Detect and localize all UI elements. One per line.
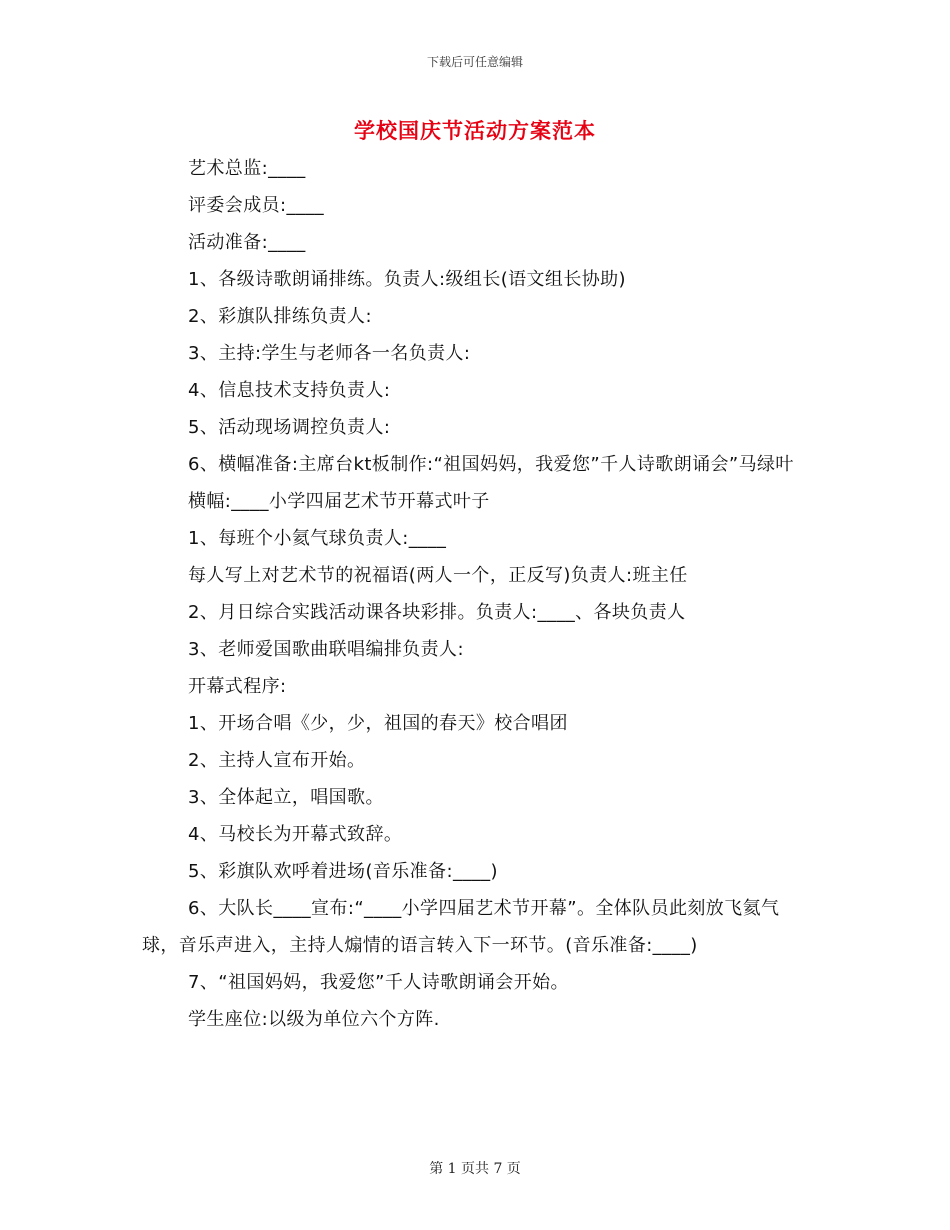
paragraph: 6、横幅准备:主席台kt板制作:“祖国妈妈，我爱您”千人诗歌朗诵会”马绿叶 [188,454,794,475]
paragraph: 3、主持:学生与老师各一名负责人: [188,343,471,364]
paragraph: 2、主持人宣布开始。 [188,750,366,771]
paragraph: 4、马校长为开幕式致辞。 [188,824,403,845]
paragraph: 开幕式程序: [188,676,287,697]
document-body [142,150,802,1038]
paragraph: 5、活动现场调控负责人: [188,417,391,438]
paragraph: 6、大队长____宣布:“____小学四届艺术节开幕”。全体队员此刻放飞氦气球，音乐声进入，主持人煽情的语言转入下一环节。(音乐准备:____) [142,898,780,956]
paragraph: 3、老师爱国歌曲联唱编排负责人: [188,639,464,660]
paragraph: 1、各级诗歌朗诵排练。负责人:级组长(语文组长协助) [188,269,626,290]
header-note: 下载后可任意编辑 [426,55,523,69]
page-footer: 第 1 页共 7 页 [429,1161,521,1177]
paragraph: 3、全体起立，唱国歌。 [188,787,384,808]
paragraph: 5、彩旗队欢呼着进场(音乐准备:____) [188,861,498,882]
paragraph: 横幅:____小学四届艺术节开幕式叶子 [188,491,490,512]
paragraph: 活动准备:____ [188,232,306,253]
paragraph: 艺术总监:____ [188,158,306,179]
paragraph: 1、每班个小氦气球负责人:____ [188,528,447,549]
paragraph: 2、月日综合实践活动课各块彩排。负责人:____、各块负责人 [188,602,686,623]
paragraph: 1、开场合唱《少，少，祖国的春天》校合唱团 [188,713,568,734]
paragraph: 每人写上对艺术节的祝福语(两人一个，正反写)负责人:班主任 [188,565,688,586]
paragraph: 学生座位:以级为单位六个方阵. [188,1009,440,1030]
paragraph: 7、“祖国妈妈，我爱您”千人诗歌朗诵会开始。 [188,972,569,993]
paragraph: 2、彩旗队排练负责人: [188,306,372,327]
document-title: 学校国庆节活动方案范本 [354,119,596,143]
paragraph: 评委会成员:____ [188,195,325,216]
paragraph: 4、信息技术支持负责人: [188,380,391,401]
